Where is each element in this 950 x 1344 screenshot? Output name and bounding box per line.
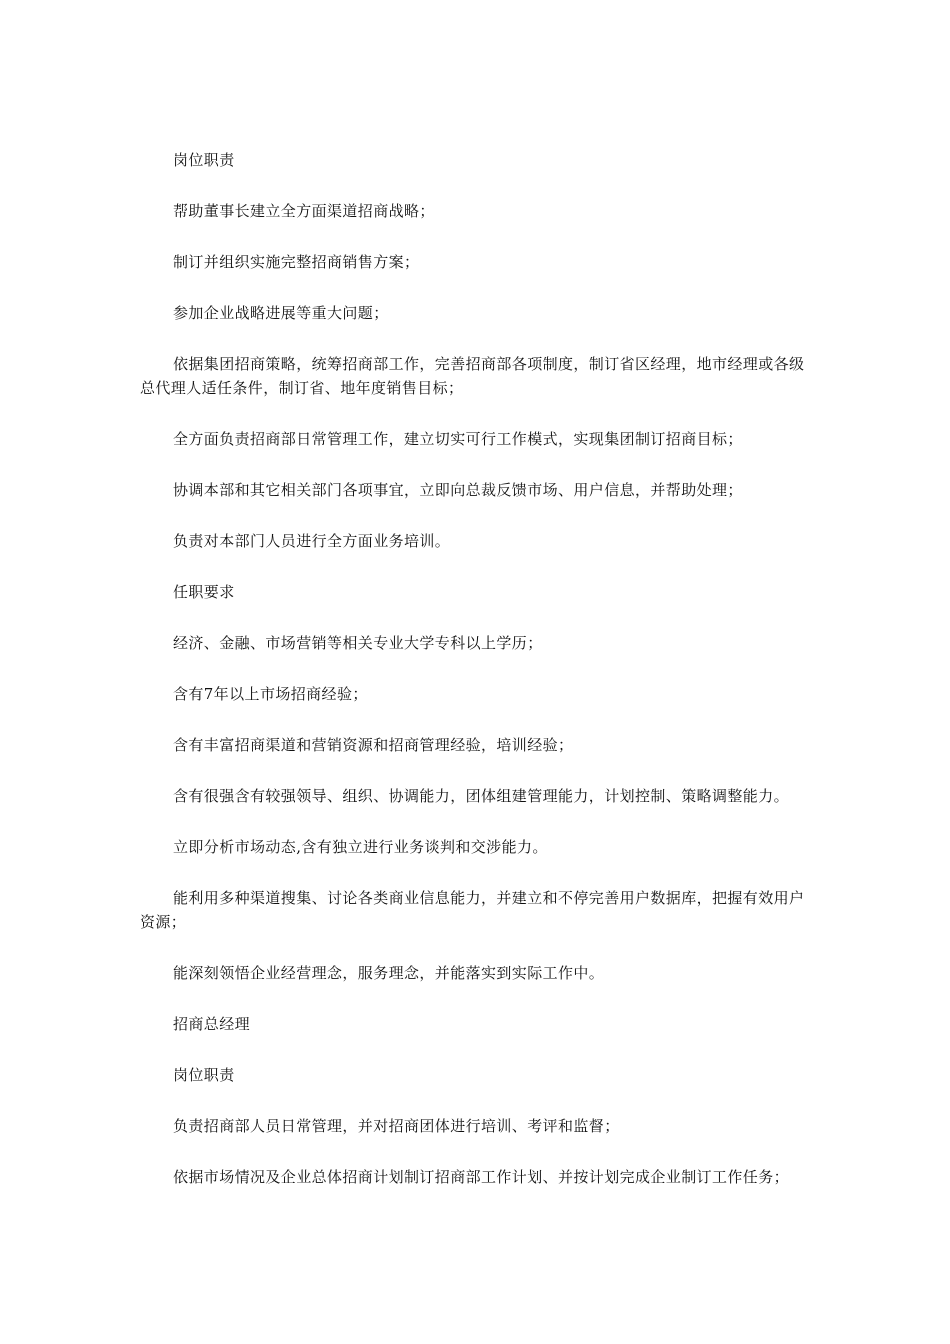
paragraph-11: 含有丰富招商渠道和营销资源和招商管理经验，培训经验； [173, 736, 574, 754]
paragraph-13: 立即分析市场动态,含有独立进行业务谈判和交涉能力。 [173, 838, 548, 856]
heading-position-title: 招商总经理 [173, 1015, 251, 1033]
document-page [140, 148, 812, 1216]
heading-job-duties: 岗位职责 [173, 151, 235, 169]
paragraph-3: 参加企业战略进展等重大问题； [173, 304, 389, 322]
paragraph-14: 能利用多种渠道搜集、讨论各类商业信息能力，并建立和不停完善用户数据库，把握有效用户资源； [140, 889, 805, 931]
heading-requirements: 任职要求 [173, 583, 235, 601]
paragraph-7: 负责对本部门人员进行全方面业务培训。 [173, 532, 451, 550]
paragraph-15: 能深刻领悟企业经营理念，服务理念，并能落实到实际工作中。 [173, 964, 605, 982]
paragraph-1: 帮助董事长建立全方面渠道招商战略； [173, 202, 435, 220]
paragraph-18: 负责招商部人员日常管理，并对招商团体进行培训、考评和监督； [173, 1117, 620, 1135]
paragraph-2: 制订并组织实施完整招商销售方案； [173, 253, 420, 271]
paragraph-5: 全方面负责招商部日常管理工作，建立切实可行工作模式，实现集团制订招商目标； [173, 430, 743, 448]
paragraph-6: 协调本部和其它相关部门各项事宜，立即向总裁反馈市场、用户信息，并帮助处理； [173, 481, 743, 499]
paragraph-4: 依据集团招商策略，统筹招商部工作，完善招商部各项制度，制订省区经理，地市经理或各级总代理人适任条件，制订省、地年度销售目标； [140, 355, 805, 397]
paragraph-10: 含有7年以上市场招商经验； [173, 685, 368, 703]
paragraph-19: 依据市场情况及企业总体招商计划制订招商部工作计划、并按计划完成企业制订工作任务； [173, 1168, 790, 1186]
paragraph-9: 经济、金融、市场营销等相关专业大学专科以上学历； [173, 634, 543, 652]
paragraph-12: 含有很强含有较强领导、组织、协调能力，团体组建管理能力，计划控制、策略调整能力。 [173, 787, 790, 805]
heading-job-duties-2: 岗位职责 [173, 1066, 235, 1084]
